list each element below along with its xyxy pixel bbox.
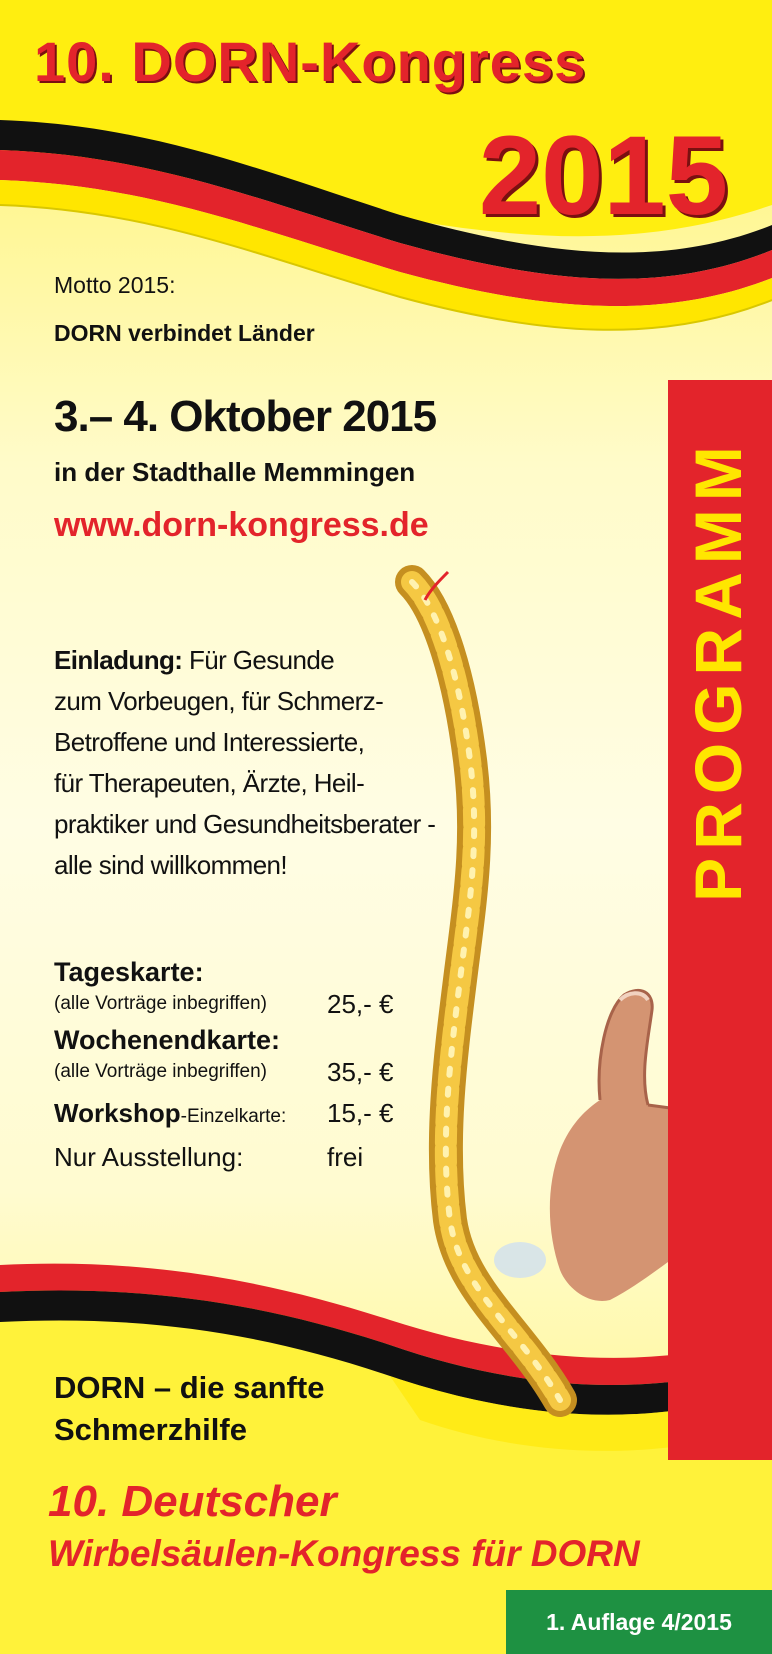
workshop-row: Workshop-Einzelkarte: 15,- € (54, 1093, 414, 1137)
event-venue: in der Stadthalle Memmingen (54, 457, 416, 487)
day-ticket-label: Tageskarte: (54, 957, 204, 987)
invitation-text: Einladung: Für Gesunde zum Vorbeugen, für Schmerz- Betroffene und Interessierte, für Therapeuten, Ärzte, Heil- praktiker und Gesundheitsberater - alle sind willkommen! (54, 645, 436, 880)
edition-badge: 1. Auflage 4/2015 (506, 1590, 772, 1654)
motto-label: Motto 2015: (54, 272, 176, 298)
website-link[interactable]: www.dorn-kongress.de (54, 506, 429, 544)
day-ticket-price: 25,- € (327, 989, 394, 1019)
event-date: 3.– 4. Oktober 2015 (54, 392, 437, 441)
day-ticket-row: (alle Vorträge inbegriffen) 25,- € (54, 989, 394, 1019)
exhibition-row: Nur Ausstellung: frei (54, 1137, 414, 1177)
tagline-line1: DORN – die sanfte (54, 1370, 325, 1405)
invitation-lead: Einladung: (54, 645, 183, 675)
congress-title: 10. DORN-Kongress (34, 30, 587, 93)
motto-text: DORN verbindet Länder (54, 320, 315, 346)
program-banner-label: PROGRAMM (681, 437, 755, 902)
congress-subtitle-line1: 10. Deutscher (48, 1477, 337, 1526)
weekend-ticket-price: 35,- € (327, 1057, 394, 1087)
congress-subtitle-line2: Wirbelsäulen-Kongress für DORN (48, 1533, 640, 1574)
price-list (54, 955, 414, 1177)
congress-year: 2015 (478, 113, 728, 238)
weekend-ticket-label: Wochenendkarte: (54, 1025, 281, 1055)
weekend-ticket-row: (alle Vorträge inbegriffen) 35,- € (54, 1057, 394, 1087)
workshop-price: 15,- € (327, 1098, 394, 1128)
tagline-line2: Schmerzhilfe (54, 1412, 247, 1447)
exhibition-price: frei (327, 1142, 364, 1172)
